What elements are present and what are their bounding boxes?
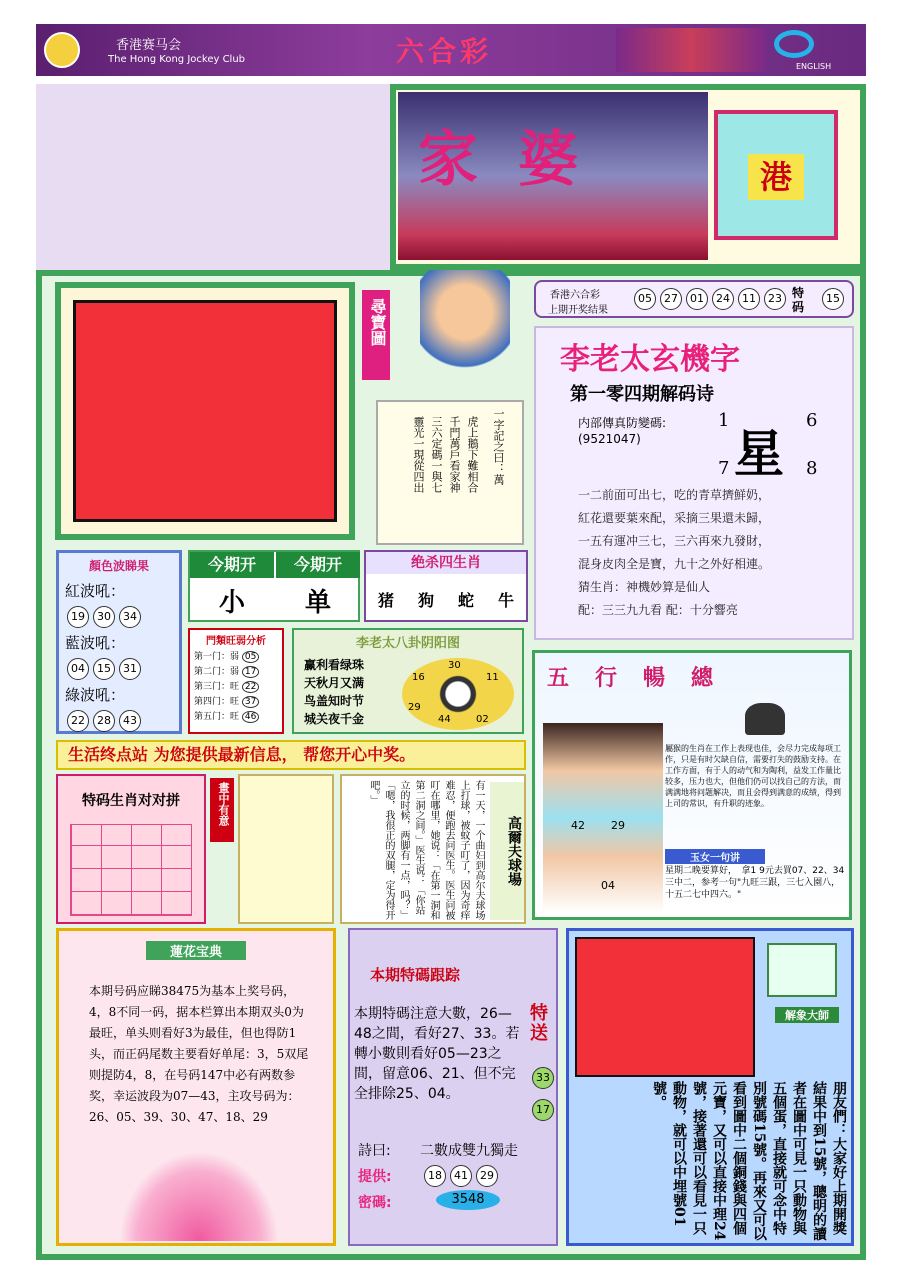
track-send-ball: 17 xyxy=(530,1098,556,1121)
english-link[interactable]: ENGLISH xyxy=(796,62,832,71)
special-label: 特码 xyxy=(792,286,805,314)
club-name-en: The Hong Kong Jockey Club xyxy=(108,54,246,65)
bagua-lines xyxy=(304,656,364,728)
li-corner-1: 1 xyxy=(718,410,730,431)
master-picture xyxy=(575,937,755,1077)
red-wave-balls: 19 30 34 xyxy=(65,605,173,628)
horse-racing-image xyxy=(616,28,766,72)
treasure-map-image xyxy=(73,300,337,522)
result-ball: 23 xyxy=(764,288,786,310)
girl-num: 42 xyxy=(571,819,585,832)
track-send-ball: 33 xyxy=(530,1066,556,1089)
scroll-poem-line: 虎上鵝下難相合 xyxy=(466,416,479,493)
track-code: 3548 xyxy=(436,1190,500,1210)
track-code-label: 密碼: xyxy=(358,1195,392,1211)
track-box xyxy=(348,928,558,1246)
gate-row: 第四门：旺 37 xyxy=(194,694,278,707)
odd-even-value-1: 小 xyxy=(218,588,245,618)
hand-icon xyxy=(767,943,837,997)
kill-item: 狗 xyxy=(417,591,434,610)
odd-even-value-2: 单 xyxy=(304,588,331,618)
li-line: 猜生肖：神機妙算是仙人 xyxy=(578,580,711,594)
blue-wave-label: 藍波吼： xyxy=(65,634,126,652)
li-period: 第一零四期解码诗 xyxy=(570,384,714,405)
site-header xyxy=(36,24,866,76)
girl-num: 04 xyxy=(601,879,615,892)
red-wave-label: 紅波吼： xyxy=(65,582,126,600)
gates-box xyxy=(188,628,284,734)
gate-row: 第二门：弱 17 xyxy=(194,664,278,677)
treasure-map-label: 尋寶圖 xyxy=(362,290,390,380)
master-box xyxy=(566,928,854,1246)
odd-even-header-2: 今期开 xyxy=(276,552,360,578)
bagua-title: 李老太八卦阴阳图 xyxy=(355,636,460,651)
li-title: 李老太玄機字 xyxy=(560,342,740,377)
beauty-box xyxy=(532,650,852,920)
result-ball: 24 xyxy=(712,288,734,310)
scroll-poem-line: 三六定碼一與七 xyxy=(430,416,443,493)
kill-item: 猪 xyxy=(377,591,394,610)
banner xyxy=(390,84,866,270)
track-provide-balls: 18 41 29 xyxy=(422,1164,500,1187)
result-label-2: 上期开奖结果 xyxy=(548,305,608,316)
green-wave-balls: 22 28 43 xyxy=(65,709,173,732)
last-result xyxy=(534,280,854,318)
kill-four-items xyxy=(366,588,526,611)
bagua-line: 城关夜千金 xyxy=(304,712,365,726)
master-label: 解象大師 xyxy=(775,1007,839,1023)
kill-four-title: 绝杀四生肖 xyxy=(366,552,526,574)
bagua-line: 赢利看绿珠 xyxy=(304,658,365,672)
scroll-poem-title: 一字記之曰：萬 xyxy=(492,408,505,485)
li-hotline: (9521047) xyxy=(578,432,641,446)
beauty-text: 屬猴的生肖在工作上表现也佳，会尽力完成每项工作，只是有时欠缺自信，需要打失的鼓励支持。在工作方面，有于人的动气和为陶利，益发工作量比较多，压力也大，但他们仍可以找自己的方法，而满满地将问题解决，而且会得到满意的成绩，得到上司的常识，有升职的迹象。 xyxy=(665,744,841,808)
scroll-poem-line: 靈光一現從四出 xyxy=(412,416,425,493)
result-ball: 01 xyxy=(686,288,708,310)
bagua-line: 天秋月又满 xyxy=(304,676,365,690)
li-lines xyxy=(578,484,848,622)
story-text: 有一天，一个曲妇到高尔夫球场上打球，被蚊子叮了，因为奇痒难忍，便跑去问医生。医生问被叮在哪里，她说：「在第一洞和第二洞之间。」医生说：「你站立的时候，两脚有一点，吗？」「嗯，我很正的双腿，定为得开吧。」 xyxy=(368,780,484,920)
sky-image xyxy=(398,92,708,260)
master-text: 朋友們：大家好上期開獎結果中到15號，聰明的讀者在圖中可見一只動物與五個蛋，直接就可念中特別號碼15號。再來又可以看到圖中二個銅錢與四個元寶，又可以直接中理24號，接著還可以看見一只動物，就可以中埋號01號。 xyxy=(651,1081,847,1241)
gate-row: 第三门：旺 22 xyxy=(194,679,278,692)
li-line: 配：三三九九看 配：十分響亮 xyxy=(578,603,738,617)
gate-row: 第一门：弱 05 xyxy=(194,649,278,662)
li-line: 一五有運冲三七，三六再來九發財， xyxy=(578,534,771,548)
li-big-char: 星 xyxy=(734,424,784,483)
zodiac-pair-box xyxy=(56,774,206,924)
life-banner: 生活终点站 为您提供最新信息， 帮您开心中奖。 xyxy=(56,740,526,770)
li-corner-7: 7 xyxy=(718,458,730,479)
beauty-sub-title: 玉女一句讲 xyxy=(665,849,765,864)
beauty-sub-text: 星期二晚要算好， 拿1 9元去買07、22、34三中二，参考一句"九旺三跟，三七入園八，十五二七中四六。" xyxy=(665,866,845,900)
blank-area xyxy=(36,84,390,270)
zodiac-note-box xyxy=(238,774,334,924)
blue-wave-balls: 04 15 31 xyxy=(65,657,173,680)
bagua-line: 鸟盖知时节 xyxy=(304,694,365,708)
li-hotline-label: 内部傳真防變碼: xyxy=(578,416,667,430)
track-poem: 二數成雙九獨走 xyxy=(420,1143,518,1159)
result-ball: 27 xyxy=(660,288,682,310)
kill-item: 牛 xyxy=(497,591,514,610)
lotus-text: 本期号码应睇38475为基本上奖号码，4，8不同一码，据本栏算出本期双头0为最旺，单头则看好3为最佳，但也得防1头，而正码尾数主要看好单尾：3，5双尾则提防4，8，在号码147中必有两数参奖，幸运波段为07—43，主攻号码为：26、05、39、30、47、18、29 xyxy=(89,984,309,1124)
club-name-cn: 香港赛马会 xyxy=(116,38,182,53)
result-label-1: 香港六合彩 xyxy=(550,290,600,301)
banner-title: 家婆 xyxy=(418,125,618,195)
pig-mascot-image xyxy=(420,270,510,390)
kill-four-box xyxy=(364,550,528,622)
result-ball: 05 xyxy=(634,288,656,310)
hk-lantern xyxy=(714,110,838,240)
story-box xyxy=(340,774,526,924)
li-line: 混身皮肉全是寶，九十之外好相連。 xyxy=(578,557,771,571)
li-corner-8: 8 xyxy=(806,458,818,479)
track-provide-label: 提供: xyxy=(358,1169,392,1185)
kill-item: 蛇 xyxy=(457,591,474,610)
gate-row: 第五门：旺 46 xyxy=(194,709,278,722)
li-poem-box xyxy=(534,326,854,640)
rings-logo-icon xyxy=(774,30,814,58)
special-ball: 15 xyxy=(820,288,846,310)
scroll-poem-line: 千門萬戶看家神 xyxy=(448,416,461,493)
lotus-box xyxy=(56,928,336,1246)
li-line: 紅花還要葉來配，采摘三果還未歸， xyxy=(578,511,771,525)
track-send-label: 特送 xyxy=(530,1003,548,1044)
bagua-box xyxy=(292,628,524,734)
zodiac-pair-title: 特码生肖对对拼 xyxy=(82,793,180,809)
odd-even-box xyxy=(188,550,360,622)
beauty-title: 五行暢總 xyxy=(547,666,740,691)
track-poem-label: 詩曰: xyxy=(358,1143,391,1159)
result-ball: 11 xyxy=(738,288,760,310)
result-balls xyxy=(632,288,788,310)
jockey-club-logo-icon xyxy=(44,32,80,68)
odd-even-header-1: 今期开 xyxy=(190,552,274,578)
li-corner-6: 6 xyxy=(806,410,818,431)
track-text: 本期特碼注意大數，26—48之間，看好27、33。若轉小數則看好05—23之間，留意06、21、但不完全排除25、04。 xyxy=(354,1006,520,1102)
hk-badge: 港 xyxy=(748,154,804,200)
track-title: 本期特碼跟踪 xyxy=(370,966,461,984)
green-wave-label: 綠波吼： xyxy=(65,686,126,704)
yin-yang-icon: 16 30 11 29 44 02 xyxy=(402,658,514,730)
wave-box xyxy=(56,550,182,734)
lotus-flower-icon xyxy=(119,1151,279,1241)
treasure-map-picture xyxy=(55,282,355,540)
gates-title: 門類旺弱分析 xyxy=(206,636,266,647)
page-title: 六合彩 xyxy=(396,35,493,68)
monkey-icon xyxy=(745,703,785,735)
lotus-title: 蓮花宝典 xyxy=(146,941,246,960)
scroll-poem xyxy=(376,400,524,545)
olympic-rings-icon xyxy=(635,667,725,707)
zodiac-pair-tag: 畫中有意 xyxy=(210,778,234,842)
story-title: 高爾夫球場 xyxy=(490,782,524,920)
girl-num: 29 xyxy=(611,819,625,832)
zodiac-grid xyxy=(70,824,192,916)
wave-title: 顏色波睇果 xyxy=(88,559,149,573)
li-line: 一二前面可出七，吃的青草擠鮮奶， xyxy=(578,488,771,502)
